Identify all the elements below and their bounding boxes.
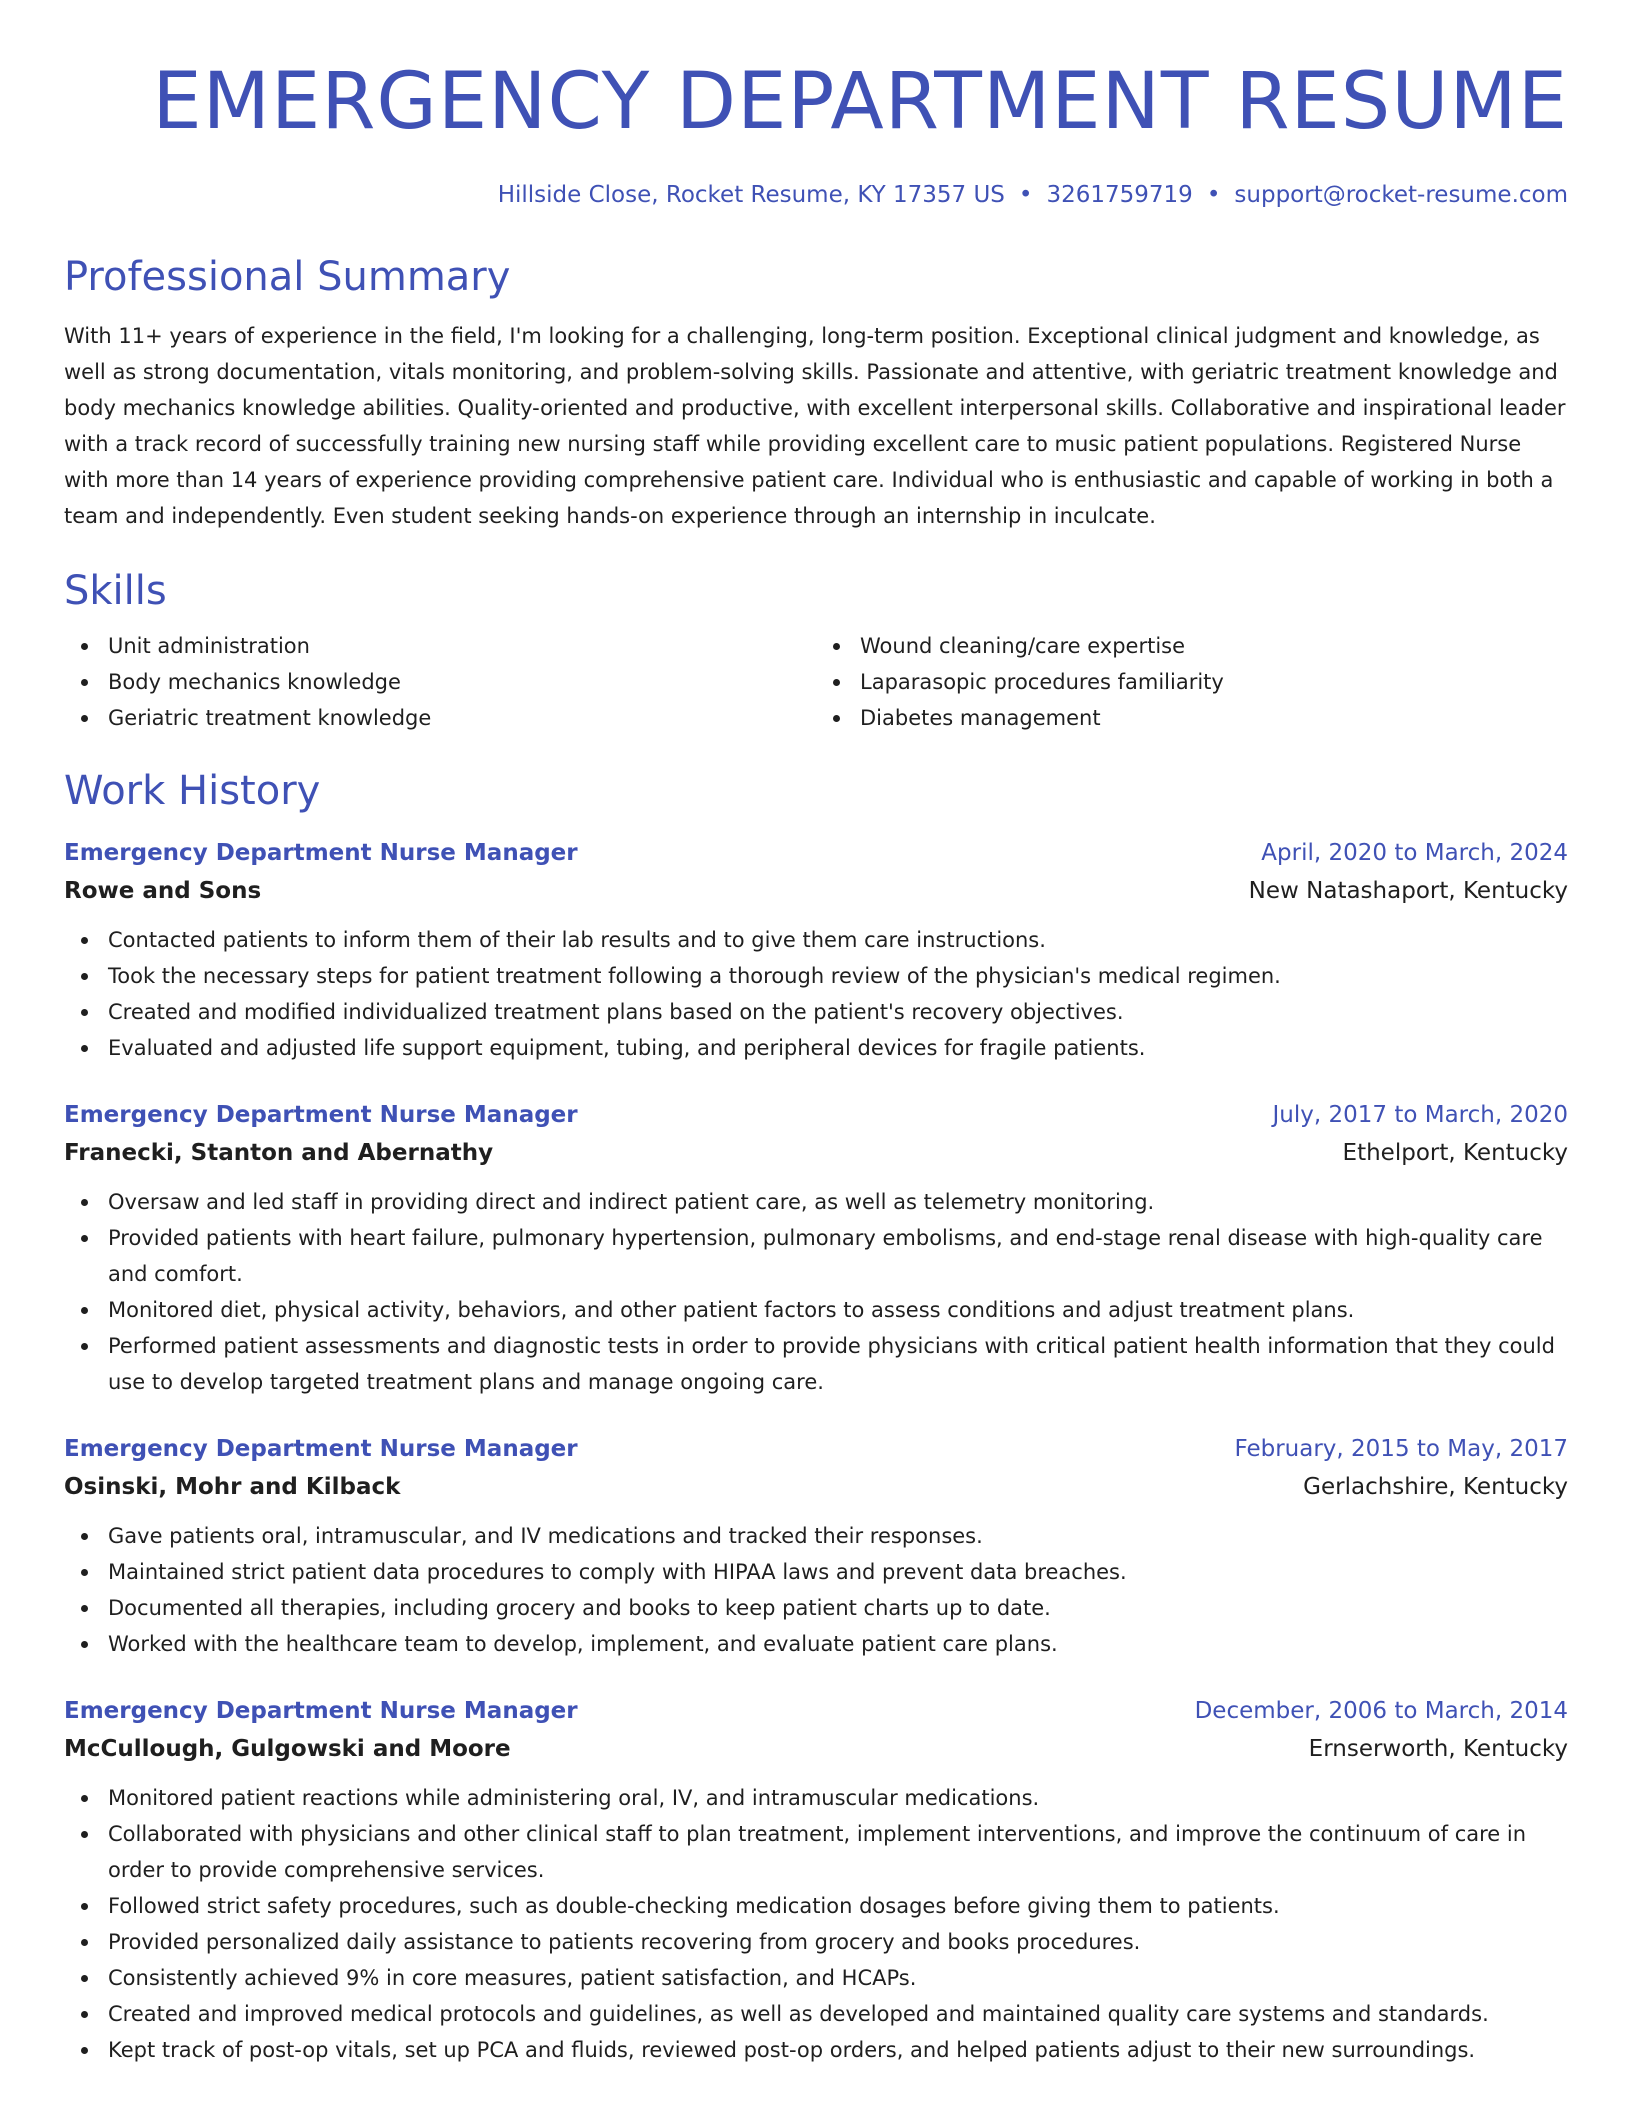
skills-heading: Skills: [64, 568, 167, 614]
job-bullet: Created and improved medical protocols and guidelines, as well as developed and maintained quality care systems and standards.: [108, 1996, 1568, 2032]
job-company: Osinski, Mohr and Kilback: [64, 1474, 401, 1500]
skill-item: Unit administration: [108, 628, 816, 664]
job-company-row: [64, 1134, 1568, 1172]
job-company-row: [64, 872, 1568, 910]
job-bullet: Gave patients oral, intramuscular, and IV medications and tracked their responses.: [108, 1518, 1568, 1554]
job-location: New Natashaport, Kentucky: [1248, 878, 1568, 904]
job-title-row: [64, 1096, 1568, 1134]
job-entry: [64, 1096, 1568, 1400]
contact-separator: •: [1206, 182, 1221, 208]
job-company: Franecki, Stanton and Abernathy: [64, 1140, 494, 1166]
skill-item: Diabetes management: [860, 700, 1568, 736]
job-bullets: [64, 922, 1568, 1066]
contact-email: support@rocket-resume.com: [1234, 182, 1568, 208]
job-company: Rowe and Sons: [64, 878, 262, 904]
skill-item: Geriatric treatment knowledge: [108, 700, 816, 736]
job-title: Emergency Department Nurse Manager: [64, 1698, 578, 1724]
skills-column-left: [64, 628, 816, 736]
job-company-row: [64, 1730, 1568, 1768]
work-history-heading: Work History: [64, 768, 321, 814]
job-company: McCullough, Gulgowski and Moore: [64, 1736, 511, 1762]
job-bullet: Documented all therapies, including grocery and books to keep patient charts up to date.: [108, 1590, 1568, 1626]
job-bullet: Took the necessary steps for patient treatment following a thorough review of the physician's medical regimen.: [108, 958, 1568, 994]
job-bullet: Provided personalized daily assistance to patients recovering from grocery and books procedures.: [108, 1924, 1568, 1960]
job-dates: February, 2015 to May, 2017: [1234, 1436, 1568, 1462]
job-entry: [64, 1692, 1568, 2068]
contact-separator: •: [1018, 182, 1033, 208]
job-bullet: Performed patient assessments and diagnostic tests in order to provide physicians with critical patient health information that they could use to develop targeted treatment plans and manage ongoing care.: [108, 1328, 1568, 1400]
summary-heading: Professional Summary: [64, 254, 511, 300]
job-bullet: Evaluated and adjusted life support equipment, tubing, and peripheral devices for fragile patients.: [108, 1030, 1568, 1066]
skill-item: Laparasopic procedures familiarity: [860, 664, 1568, 700]
job-bullets: [64, 1518, 1568, 1662]
job-bullet: Followed strict safety procedures, such as double-checking medication dosages before giving them to patients.: [108, 1888, 1568, 1924]
job-title-row: [64, 834, 1568, 872]
job-title: Emergency Department Nurse Manager: [64, 1102, 578, 1128]
job-bullet: Consistently achieved 9% in core measures, patient satisfaction, and HCAPs.: [108, 1960, 1568, 1996]
job-bullet: Created and modified individualized treatment plans based on the patient's recovery objectives.: [108, 994, 1568, 1030]
job-entry: [64, 1430, 1568, 1662]
job-title-row: [64, 1692, 1568, 1730]
job-dates: July, 2017 to March, 2020: [1272, 1102, 1568, 1128]
contact-phone: 3261759719: [1046, 182, 1193, 208]
resume-title: EMERGENCY DEPARTMENT RESUME: [152, 57, 1568, 147]
job-location: Ernserworth, Kentucky: [1308, 1736, 1568, 1762]
contact-address: Hillside Close, Rocket Resume, KY 17357 US: [497, 182, 1005, 208]
job-bullet: Provided patients with heart failure, pulmonary hypertension, pulmonary embolisms, and end-stage renal disease with high-quality care and comfort.: [108, 1220, 1568, 1292]
contact-line: [64, 180, 1568, 210]
job-bullet: Worked with the healthcare team to develop, implement, and evaluate patient care plans.: [108, 1626, 1568, 1662]
job-bullet: Maintained strict patient data procedures to comply with HIPAA laws and prevent data breaches.: [108, 1554, 1568, 1590]
skills-column-right: [816, 628, 1568, 736]
job-title: Emergency Department Nurse Manager: [64, 840, 578, 866]
job-dates: December, 2006 to March, 2014: [1194, 1698, 1568, 1724]
skill-item: Body mechanics knowledge: [108, 664, 816, 700]
skill-item: Wound cleaning/care expertise: [860, 628, 1568, 664]
job-title-row: [64, 1430, 1568, 1468]
job-bullet: Monitored diet, physical activity, behaviors, and other patient factors to assess conditions and adjust treatment plans.: [108, 1292, 1568, 1328]
skills-grid: [64, 628, 1568, 736]
job-dates: April, 2020 to March, 2024: [1261, 840, 1568, 866]
job-title: Emergency Department Nurse Manager: [64, 1436, 578, 1462]
job-bullet: Kept track of post-op vitals, set up PCA and fluids, reviewed post-op orders, and helped patients adjust to their new surroundings.: [108, 2032, 1568, 2068]
job-entry: [64, 834, 1568, 1066]
job-company-row: [64, 1468, 1568, 1506]
job-location: Ethelport, Kentucky: [1342, 1140, 1568, 1166]
job-bullets: [64, 1780, 1568, 2068]
job-bullet: Monitored patient reactions while administering oral, IV, and intramuscular medications.: [108, 1780, 1568, 1816]
job-location: Gerlachshire, Kentucky: [1303, 1474, 1568, 1500]
summary-text: With 11+ years of experience in the field, I'm looking for a challenging, long-term position. Exceptional clinical judgment and knowledge, as well as strong documentation, vitals monitoring, and problem-solving skills. Passionate and attentive, with geriatric treatment knowledge and body mechanics knowledge abilities. Quality-oriented and productive, with excellent interpersonal skills. Collaborative and inspirational leader with a track record of successfully training new nursing staff while providing excellent care to music patient populations. Registered Nurse with more than 14 years of experience providing comprehensive patient care. Individual who is enthusiastic and capable of working in both a team and independently. Even student seeking hands-on experience through an internship in inculcate.: [64, 324, 1566, 528]
job-bullet: Oversaw and led staff in providing direct and indirect patient care, as well as telemetry monitoring.: [108, 1184, 1568, 1220]
job-bullets: [64, 1184, 1568, 1400]
job-bullet: Collaborated with physicians and other clinical staff to plan treatment, implement interventions, and improve the continuum of care in order to provide comprehensive services.: [108, 1816, 1568, 1888]
job-bullet: Contacted patients to inform them of their lab results and to give them care instructions.: [108, 922, 1568, 958]
resume-page: [64, 0, 1568, 2068]
